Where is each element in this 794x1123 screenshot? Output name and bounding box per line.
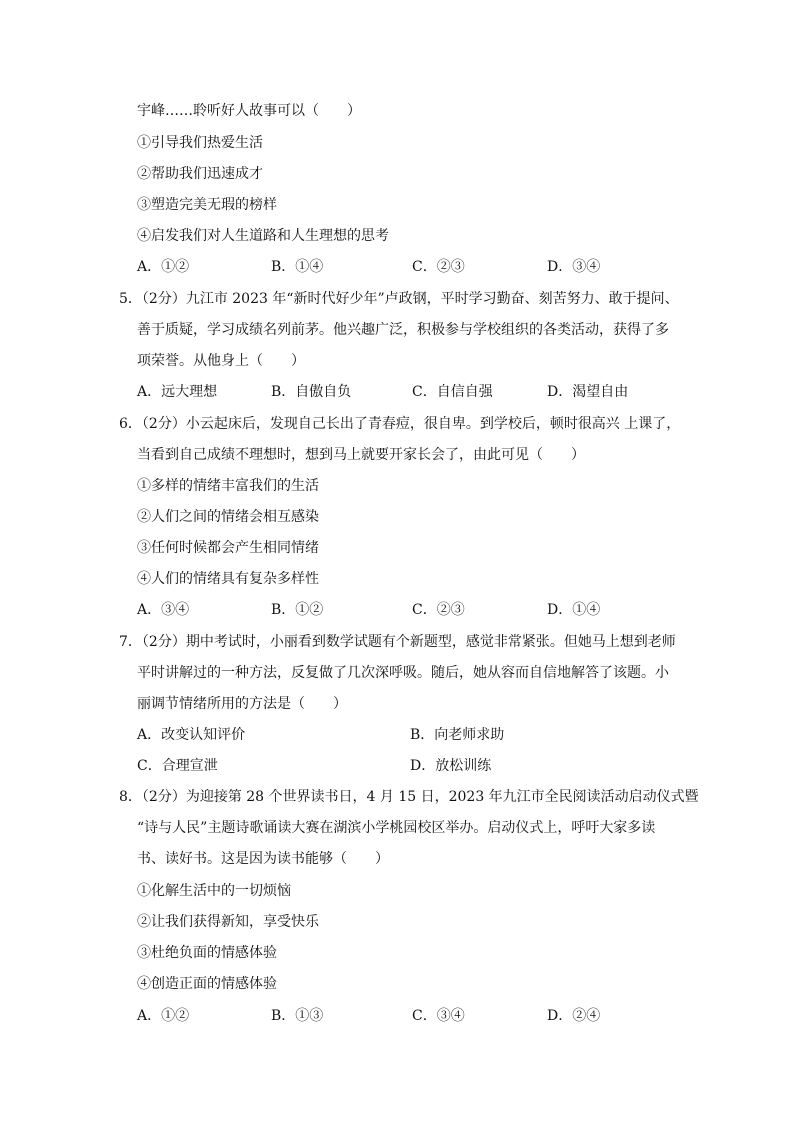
q6-option-a[interactable]: A．③④ bbox=[137, 602, 190, 618]
q4-options bbox=[137, 257, 697, 277]
q7-line-3: 丽调节情绪所用的方法是（ ） bbox=[137, 696, 347, 712]
q6-item-2: ②人们之间的情绪会相互感染 bbox=[137, 509, 319, 525]
q4-stem-tail: 宇峰……聆听好人故事可以（ ） bbox=[137, 103, 361, 119]
q6-item-1: ①多样的情绪丰富我们的生活 bbox=[137, 478, 319, 494]
q4-item-3: ③塑造完美无瑕的榜样 bbox=[137, 197, 277, 213]
q6-options bbox=[137, 600, 697, 620]
q8-option-d[interactable]: D．②④ bbox=[547, 1008, 601, 1024]
q7-option-a[interactable]: A．改变认知评价 bbox=[137, 727, 246, 743]
q6-option-d[interactable]: D．①④ bbox=[547, 602, 601, 618]
q8-line-3: 书、读好书。这是因为读书能够（ ） bbox=[137, 851, 389, 867]
q6-item-4: ④人们的情绪具有复杂多样性 bbox=[137, 571, 319, 587]
q4-option-c[interactable]: C．②③ bbox=[412, 259, 465, 275]
q5-option-d[interactable]: D．渴望自由 bbox=[547, 384, 629, 400]
q4-item-4: ④启发我们对人生道路和人生理想的思考 bbox=[137, 228, 389, 244]
q6-line-2: 当看到自己成绩不理想时，想到马上就要开家长会了，由此可见（ ） bbox=[137, 447, 585, 463]
q5-options bbox=[137, 382, 697, 402]
q8-item-2: ②让我们获得新知，享受快乐 bbox=[137, 914, 319, 930]
q5-line-1: 5．（2分）九江市 2023 年“新时代好少年”卢政钢，平时学习勤奋、刻苦努力、敢于提问、 bbox=[119, 291, 679, 307]
q7-line-1: 7．（2分）期中考试时，小丽看到数学试题有个新题型，感觉非常紧张。但她马上想到老师 bbox=[119, 634, 676, 650]
q5-line-3: 项荣誉。从他身上（ ） bbox=[137, 353, 305, 369]
q4-option-b[interactable]: B．①④ bbox=[271, 259, 324, 275]
q4-item-2: ②帮助我们迅速成才 bbox=[137, 166, 263, 182]
q7-option-b[interactable]: B．向老师求助 bbox=[410, 727, 505, 743]
q7-line-2: 平时讲解过的一种方法，反复做了几次深呼吸。随后，她从容而自信地解答了该题。小 bbox=[137, 665, 669, 681]
q5-option-c[interactable]: C．自信自强 bbox=[412, 384, 493, 400]
q7-option-c[interactable]: C．合理宣泄 bbox=[137, 758, 218, 774]
q7-option-d[interactable]: D．放松训练 bbox=[410, 758, 492, 774]
q6-item-3: ③任何时候都会产生相同情绪 bbox=[137, 540, 319, 556]
q5-line-2: 善于质疑，学习成绩名列前茅。他兴趣广泛，积极参与学校组织的各类活动，获得了多 bbox=[137, 322, 669, 338]
q8-line-1: 8．（2分）为迎接第 28 个世界读书日，4 月 15 日，2023 年九江市全民阅读活动启动仪式暨 bbox=[119, 789, 699, 805]
q4-option-d[interactable]: D．③④ bbox=[547, 259, 601, 275]
q8-option-b[interactable]: B．①③ bbox=[271, 1008, 324, 1024]
q7-options-row-1 bbox=[137, 725, 697, 745]
q8-item-1: ①化解生活中的一切烦恼 bbox=[137, 883, 291, 899]
q5-option-a[interactable]: A．远大理想 bbox=[137, 384, 218, 400]
q7-options-row-2 bbox=[137, 756, 697, 776]
q4-option-a[interactable]: A．①② bbox=[137, 259, 190, 275]
q6-line-1: 6．（2分）小云起床后，发现自己长出了青春痘，很自卑。到学校后，顿时很高兴 上课了， bbox=[119, 416, 681, 432]
q4-item-1: ①引导我们热爱生活 bbox=[137, 135, 263, 151]
q8-item-4: ④创造正面的情感体验 bbox=[137, 976, 277, 992]
q6-option-b[interactable]: B．①② bbox=[271, 602, 324, 618]
q8-line-2: “诗与人民”主题诗歌诵读大赛在湖滨小学桃园校区举办。启动仪式上，呼吁大家多读 bbox=[137, 820, 656, 836]
q8-item-3: ③杜绝负面的情感体验 bbox=[137, 945, 277, 961]
q5-option-b[interactable]: B．自傲自负 bbox=[271, 384, 352, 400]
q6-option-c[interactable]: C．②③ bbox=[412, 602, 465, 618]
q8-option-a[interactable]: A．①② bbox=[137, 1008, 190, 1024]
q8-options bbox=[137, 1006, 697, 1026]
q8-option-c[interactable]: C．③④ bbox=[412, 1008, 465, 1024]
